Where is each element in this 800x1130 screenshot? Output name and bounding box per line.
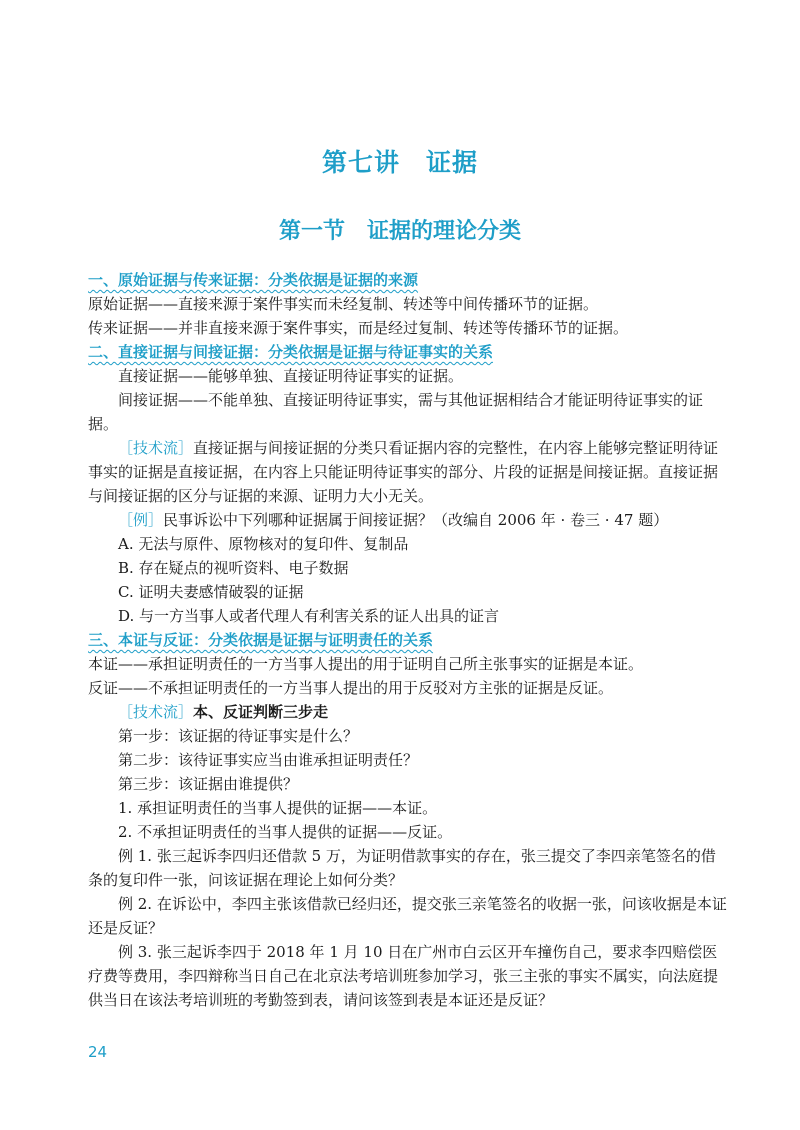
para-example-question: ［例］民事诉讼中下列哪种证据属于间接证据？（改编自 2006 年 · 卷三 · 47 题） xyxy=(118,511,669,529)
chapter-title: 第七讲 证据 xyxy=(321,148,478,177)
option-d: D. 与一方当事人或者代理人有利害关系的证人出具的证言 xyxy=(118,607,500,625)
option-c: C. 证明夫妻感情破裂的证据 xyxy=(118,583,304,601)
rule-1: 1. 承担证明责任的当事人提供的证据——本证。 xyxy=(118,799,438,817)
para-indirect-evidence: 间接证据——不能单独、直接证明待证事实，需与其他证据相结合才能证明待证事实的证据。 xyxy=(88,391,704,433)
step-2: 第二步：该待证事实应当由谁承担证明责任？ xyxy=(118,751,419,769)
heading-proof-vs-counterproof: 三、本证与反证：分类依据是证据与证明责任的关系 xyxy=(88,631,434,649)
step-1: 第一步：该证据的待证事实是什么？ xyxy=(118,727,359,745)
body-text xyxy=(88,268,728,1012)
step-3: 第三步：该证据由谁提供？ xyxy=(118,775,299,793)
para-proof: 本证——承担证明责任的一方当事人提出的用于证明自己所主张事实的证据是本证。 xyxy=(88,655,644,673)
option-b: B. 存在疑点的视听资料、电子数据 xyxy=(118,559,349,577)
para-counterproof: 反证——不承担证明责任的一方当事人提出的用于反驳对方主张的证据是反证。 xyxy=(88,679,614,697)
para-derivative-evidence: 传来证据——并非直接来源于案件事实，而是经过复制、转述等传播环节的证据。 xyxy=(88,319,629,337)
example-3: 例 3. 张三起诉李四于 2018 年 1 月 10 日在广州市白云区开车撞伤自己，要求李四赔偿医疗费等费用，李四辩称当日自己在北京法考培训班参加学习，张三主张的事实不属实，向法庭提供当日在该法考培训班的考勤签到表，请问该签到表是本证还是反证？ xyxy=(88,943,719,1009)
example-2: 例 2. 在诉讼中，李四主张该借款已经归还，提交张三亲笔签名的收据一张，问该收据是本证还是反证？ xyxy=(88,895,727,937)
page-number: 24 xyxy=(88,1043,108,1061)
example-1: 例 1. 张三起诉李四归还借款 5 万，为证明借款事实的存在，张三提交了李四亲笔签名的借条的复印件一张，问该证据在理论上如何分类？ xyxy=(88,847,716,889)
example-tag: ［例］ xyxy=(118,511,164,529)
section-title: 第一节 证据的理论分类 xyxy=(278,218,521,244)
tech-tag: ［技术流］ xyxy=(118,439,194,457)
rule-2: 2. 不承担证明责任的当事人提供的证据——反证。 xyxy=(118,823,453,841)
tech-tag: ［技术流］ xyxy=(118,703,194,721)
para-original-evidence: 原始证据——直接来源于案件事实而未经复制、转述等中间传播环节的证据。 xyxy=(88,295,599,313)
para-direct-evidence: 直接证据——能够单独、直接证明待证事实的证据。 xyxy=(118,367,464,385)
para-tech-note-2: ［技术流］本、反证判断三步走 xyxy=(118,703,329,721)
heading-original-vs-derivative: 一、原始证据与传来证据：分类依据是证据的来源 xyxy=(88,271,419,289)
option-a: A. 无法与原件、原物核对的复印件、复制品 xyxy=(118,535,409,553)
para-tech-note-1: ［技术流］直接证据与间接证据的分类只看证据内容的完整性，在内容上能够完整证明待证事实的证据是直接证据，在内容上只能证明待证事实的部分、片段的证据是间接证据。直接证据与间接证据的区分与证据的来源、证明力大小无关。 xyxy=(88,439,719,505)
heading-direct-vs-indirect: 二、直接证据与间接证据：分类依据是证据与待证事实的关系 xyxy=(88,343,494,361)
